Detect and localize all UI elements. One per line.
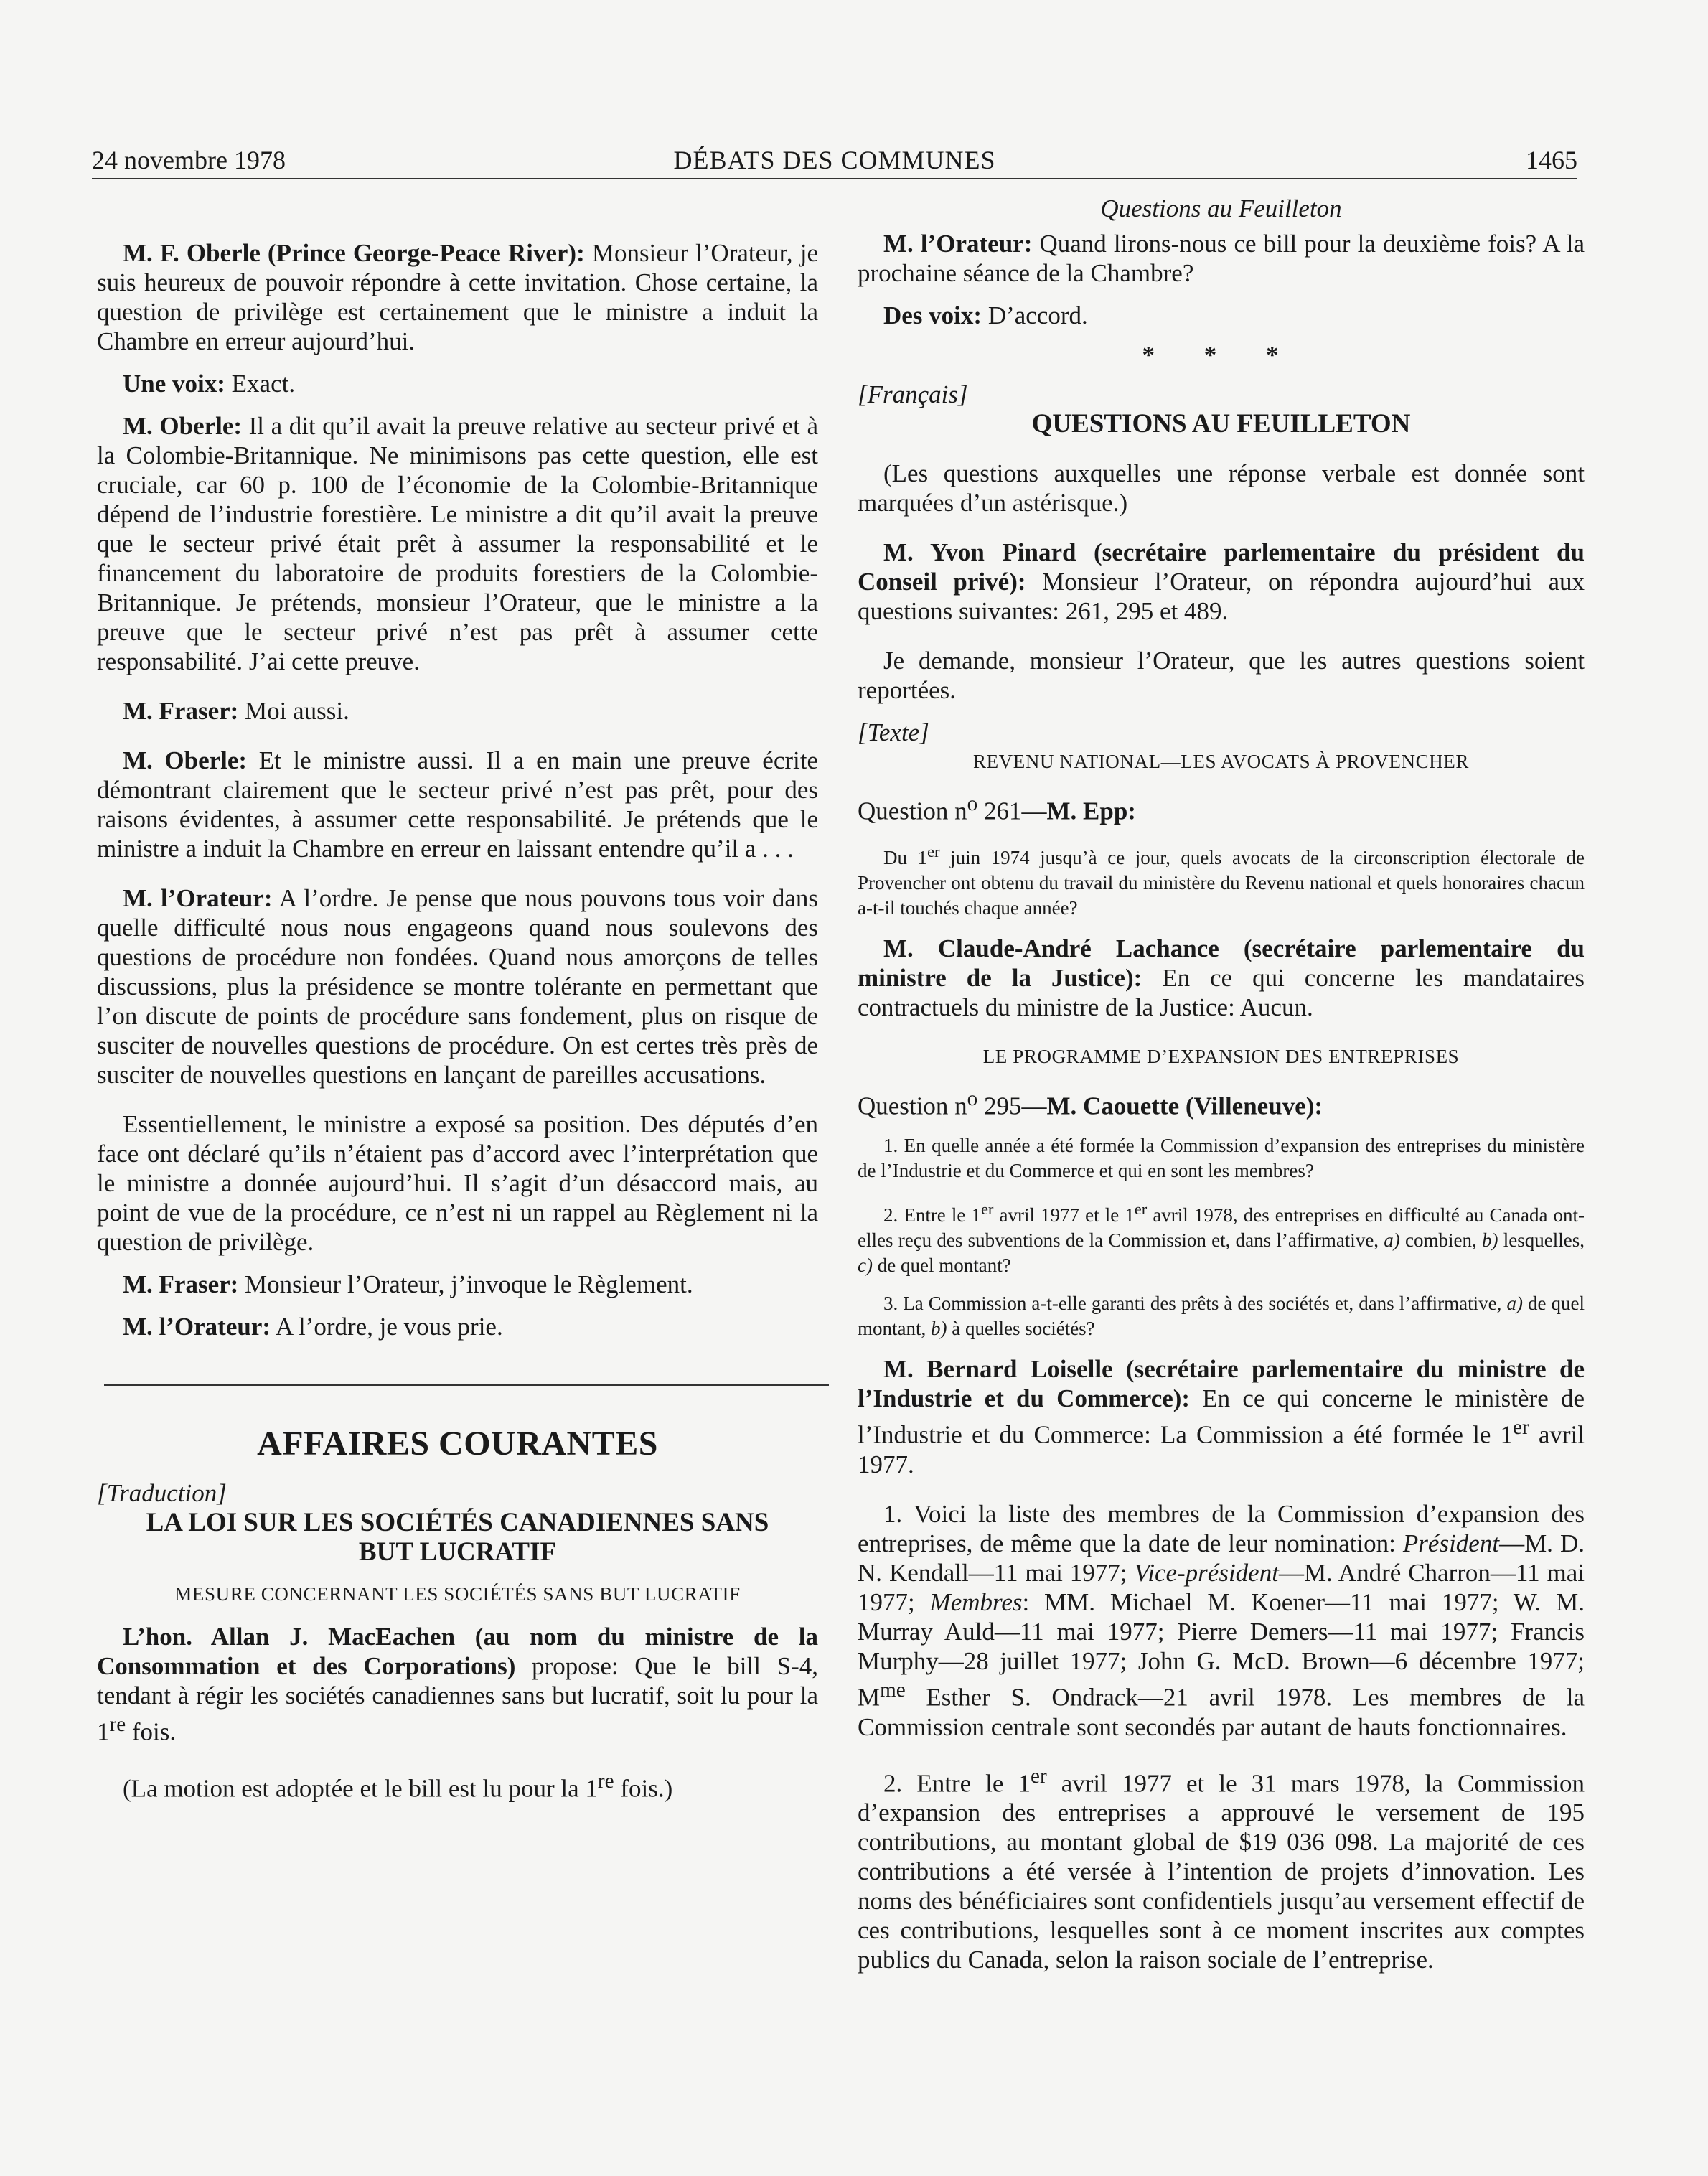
question-text: 2. Entre le 1er avril 1977 et le 1er avril 1978, des entreprises en difficulté au Canada ont-elles reçu des subventions de la Commission et, dans l’affirmative, a) combien, b) lesquelles, c) de quel montant? <box>858 1200 1585 1277</box>
paragraph: M. l’Orateur: A l’ordre. Je pense que nous pouvons tous voir dans quelle difficulté nous nous engageons quand nous soulevons des questions de procédure non fondées. Quand nous amorçons de telles discussions, plus la présidence se montre tolérante en permettant que l’on discute de points de procédure sans fondement, plus on risque de susciter de nouvelles questions de procédure. On est certes très près de susciter de nouvelles questions en lançant de pareilles accusations. <box>97 884 818 1089</box>
paragraph: Des voix: D’accord. <box>883 301 1088 329</box>
question-label: Question $n^o$ 295—M. Caouette (Villeneuve): <box>858 1087 1323 1120</box>
paragraph: M. Claude-André Lachance (secrétaire parlementaire du ministre de la Justice): En ce qui concerne les mandataires contractuels du ministre de la Justice: Aucun. <box>858 934 1585 1021</box>
paragraph: (Les questions auxquelles une réponse verbale est donnée sont marquées d’un astérisque.) <box>858 459 1585 517</box>
speaker: M. Fraser: <box>123 1270 239 1298</box>
paragraph: M. Fraser: Monsieur l’Orateur, j’invoque le Règlement. <box>123 1270 693 1298</box>
question-heading: REVENU NATIONAL—LES AVOCATS À PROVENCHER <box>972 751 1470 772</box>
question-text: 1. En quelle année a été formée la Commission d’expansion des entreprises du ministère de l’Industrie et du Commerce et qui en sont les membres? <box>858 1135 1585 1182</box>
section-separator: * * * <box>1142 341 1300 369</box>
speaker: M. Bernard Loiselle (secrétaire parlementaire du ministre de l’Industrie et du Commerce): <box>858 1355 1585 1413</box>
section-divider <box>104 1384 829 1386</box>
paragraph: M. Oberle: Il a dit qu’il avait la preuve relative au secteur privé et à la Colombie-Britannique. Ne minimisons pas cette question, elle est cruciale, car 60 p. 100 de l’économie de la Colombie-Britannique dépend de l’industrie forestière. Le ministre a dit qu’il avait la preuve que le secteur privé était prêt à assumer la responsabilité et le financement du laboratoire de produits forestiers de la Colombie-Britannique. Je prétends, monsieur l’Orateur, que le ministre a la preuve que le secteur privé n’est pas prêt à assumer cette responsabilité. J’ai cette preuve. <box>97 412 818 675</box>
text-marker: [Texte] <box>858 718 929 746</box>
paragraph: M. F. Oberle (Prince George-Peace River): Monsieur l’Orateur, je suis heureux de pouvoir répondre à cette invitation. Chose certaine, la question de privilège est certainement que le ministre a induit la Chambre en erreur aujourd’hui. <box>97 239 818 355</box>
speaker: M. Oberle: <box>123 746 248 774</box>
header-page-number: 1465 <box>1526 146 1577 174</box>
right-column <box>858 194 1585 1974</box>
paragraph: 2. Entre le 1er avril 1977 et le 31 mars 1978, la Commission d’expansion des entreprises a approuvé le versement de 195 contributions, au montant global de $19 036 098. La majorité de ces contributions a été versée à l’intention de projets d’innovation. Les noms des bénéficiaires sont confidentiels jusqu’au versement effectif de ces contributions, lesquelles sont à ce moment inscrites aux comptes publics du Canada, selon la raison sociale de l’entreprise. <box>858 1764 1585 1974</box>
paragraph: M. l’Orateur: Quand lirons-nous ce bill pour la deuxième fois? A la prochaine séance de la Chambre? <box>858 230 1585 287</box>
question-heading: LE PROGRAMME D’EXPANSION DES ENTREPRISES <box>982 1045 1460 1067</box>
paragraph: Essentiellement, le ministre a exposé sa position. Des députés d’en face ont déclaré qu’ils n’étaient pas d’accord avec l’interprétation que le ministre a donnée aujourd’hui. Il s’agit d’un désaccord mais, au point de vue de la procédure, ce n’est ni un rappel au Règlement ni la question de privilège. <box>97 1110 818 1256</box>
law-subtitle: MESURE CONCERNANT LES SOCIÉTÉS SANS BUT LUCRATIF <box>174 1583 741 1605</box>
speaker: M. F. Oberle (Prince George-Peace River): <box>123 239 585 267</box>
speaker: M. Oberle: <box>123 412 243 440</box>
paragraph: Une voix: Exact. <box>123 370 296 398</box>
law-title: LA LOI SUR LES SOCIÉTÉS CANADIENNES SANS BUT LUCRATIF <box>146 1508 769 1567</box>
paragraph: 1. Voici la liste des membres de la Commission d’expansion des entreprises, de même que la date de leur nomination: Président—M. D. N. Kendall—11 mai 1977; Vice-président—M. André Charron—11 mai 1977; Membres: MM. Michael M. Koener—11 mai 1977; W. M. Murray Auld—11 mai 1977; Pierre Demers—11 mai 1977; Francis Murphy—28 juillet 1977; John G. McD. Brown—6 décembre 1977; $M^{me}$ Esther S. Ondrack—21 avril 1978. Les membres de la Commission centrale sont secondés par autant de hauts fonctionnaires. <box>858 1499 1585 1741</box>
paragraph: M. l’Orateur: A l’ordre, je vous prie. <box>123 1313 503 1341</box>
paragraph: (La motion est adoptée et le bill est lu pour la 1re fois.) <box>123 1769 673 1803</box>
translation-marker: [Traduction] <box>97 1479 227 1507</box>
language-marker: [Français] <box>858 380 968 408</box>
paragraph: M. Fraser: Moi aussi. <box>123 697 349 725</box>
speaker: M. Claude-André Lachance (secrétaire parlementaire du ministre de la Justice): <box>858 934 1585 992</box>
speaker: Une voix: <box>123 370 225 398</box>
paragraph: L’hon. Allan J. MacEachen (au nom du ministre de la Consommation et des Corporations) propose: Que le bill S-4, tendant à régir les sociétés canadiennes sans but lucratif, soit lu pour la 1re fois. <box>97 1623 818 1746</box>
header-date: 24 novembre 1978 <box>92 146 286 174</box>
page-header <box>92 142 1577 179</box>
paragraph: M. Yvon Pinard (secrétaire parlementaire du président du Conseil privé): Monsieur l’Orateur, on répondra aujourd’hui aux questions suivantes: 261, 295 et 489. <box>858 538 1585 625</box>
paragraph: M. Oberle: Et le ministre aussi. Il a en main une preuve écrite démontrant clairement que le secteur privé n’est pas prêt, pour des raisons évidentes, à assumer cette responsabilité. Je prétends que le ministre a induit la Chambre en erreur en laissant entendre qu’il a . . . <box>97 746 818 863</box>
question-label: Question $n^o$ 261—M. Epp: <box>858 792 1136 825</box>
speaker: Des voix: <box>883 301 982 329</box>
speaker: L’hon. Allan J. MacEachen (au nom du ministre de la Consommation et des Corporations) <box>97 1623 818 1680</box>
running-head: Questions au Feuilleton <box>1100 194 1342 222</box>
paragraph: M. Bernard Loiselle (secrétaire parlementaire du ministre de l’Industrie et du Commerce): En ce qui concerne le ministère de l’Industrie et du Commerce: La Commission a été formée le 1er avril 1977. <box>858 1355 1585 1478</box>
speaker: M. l’Orateur: <box>883 230 1033 258</box>
paragraph: Je demande, monsieur l’Orateur, que les autres questions soient reportées. <box>858 647 1585 704</box>
left-column <box>97 194 818 1803</box>
questions-title: QUESTIONS AU FEUILLETON <box>1031 409 1411 439</box>
speaker: M. l’Orateur: <box>123 884 273 912</box>
speaker: M. Yvon Pinard (secrétaire parlementaire du président du Conseil privé): <box>858 538 1585 596</box>
header-title: DÉBATS DES COMMUNES <box>673 146 996 174</box>
section-title: AFFAIRES COURANTES <box>257 1425 658 1463</box>
question-text: 3. La Commission a-t-elle garanti des prêts à des sociétés et, dans l’affirmative, a) de quel montant, b) à quelles sociétés? <box>858 1293 1585 1340</box>
speaker: M. l’Orateur: <box>123 1313 271 1341</box>
question-text: Du 1er juin 1974 jusqu’à ce jour, quels avocats de la circonscription électorale de Provencher ont obtenu du travail du ministère du Revenu national et quels honoraires chacun a-t-il touchés chaque année? <box>858 842 1585 919</box>
speaker: M. Fraser: <box>123 697 239 725</box>
